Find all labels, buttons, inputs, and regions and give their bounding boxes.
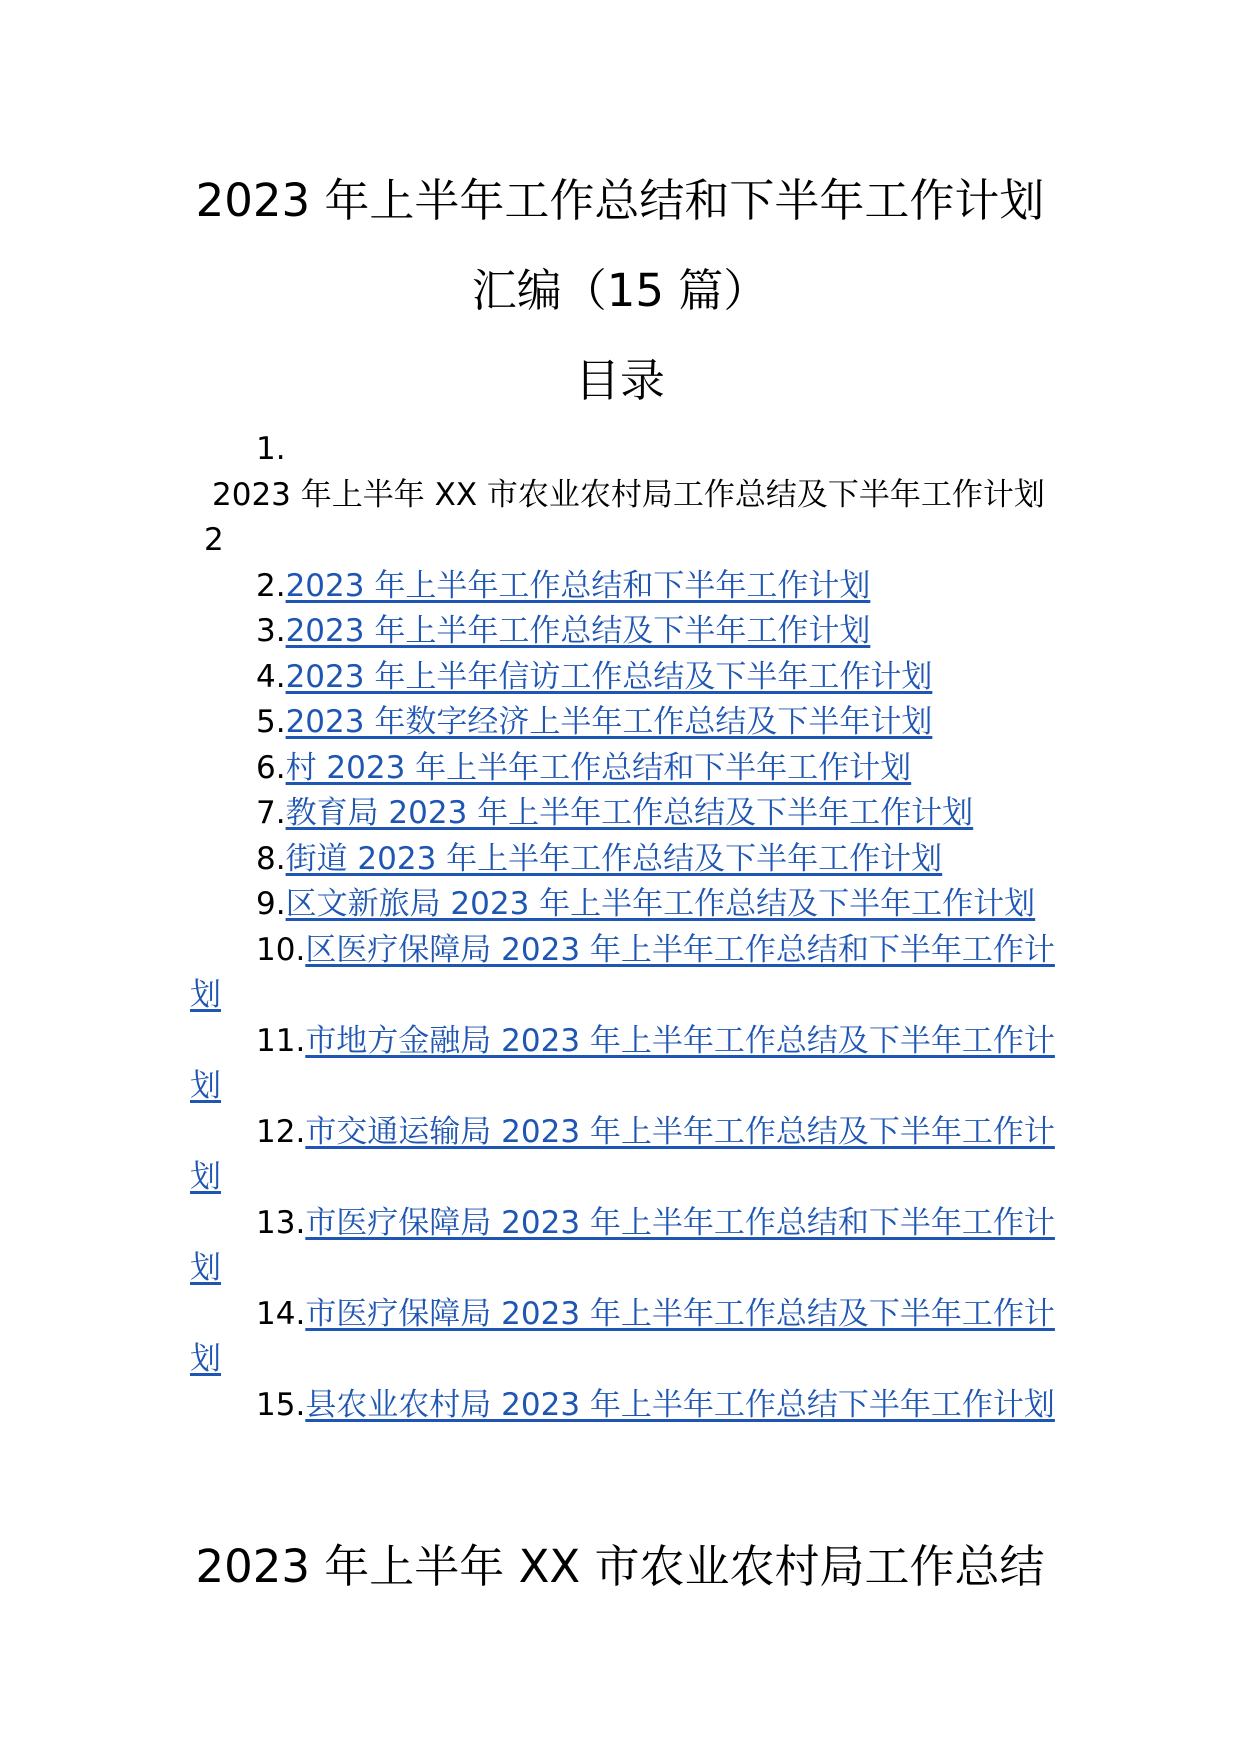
toc-entry-link[interactable]: 村 2023 年上半年工作总结和下半年工作计划 (285, 749, 912, 786)
toc-entry-link[interactable]: 街道 2023 年上半年工作总结及下半年工作计划 (285, 840, 943, 877)
toc-entry-index: 12. (256, 1113, 306, 1150)
toc-entry-index: 13. (256, 1204, 306, 1241)
toc-entry-link[interactable]: 市医疗保障局 2023 年上半年工作总结和下半年工作计划 (190, 1204, 1055, 1286)
toc-page-number: 2 (204, 522, 224, 558)
toc-entry-index: 7. (256, 795, 286, 831)
toc-entry-link[interactable]: 县农业农村局 2023 年上半年工作总结下半年工作计划 (305, 1386, 1055, 1423)
toc-entry-index: 9. (256, 886, 286, 922)
toc-entry-text[interactable] (190, 473, 1056, 564)
toc-entry-9[interactable] (190, 882, 1056, 928)
toc-entry-link[interactable]: 2023 年上半年信访工作总结及下半年工作计划 (285, 658, 933, 695)
toc-entry-link[interactable]: 区文新旅局 2023 年上半年工作总结及下半年工作计划 (285, 886, 1036, 922)
toc-entry-link[interactable]: 教育局 2023 年上半年工作总结及下半年工作计划 (285, 795, 974, 831)
toc-entry-index: 2. (256, 567, 286, 604)
table-of-contents (190, 427, 1056, 1428)
toc-entry-4[interactable] (190, 655, 1056, 701)
toc-entry-15[interactable] (190, 1383, 1056, 1429)
toc-entry-index: 10. (256, 931, 306, 968)
toc-entry-3[interactable] (190, 609, 1056, 655)
toc-entry-8[interactable] (190, 837, 1056, 883)
toc-entry-1[interactable] (190, 427, 1056, 564)
document-title-line-2: 汇编（15 篇） (471, 264, 769, 317)
toc-entry-index: 5. (256, 704, 286, 740)
toc-entry-index: 3. (256, 613, 286, 649)
toc-entry-12[interactable] (190, 1110, 1056, 1201)
toc-entry-6[interactable] (190, 746, 1056, 792)
toc-entry-index: 4. (256, 658, 286, 695)
toc-entry-13[interactable] (190, 1201, 1056, 1292)
section-heading: 2023 年上半年 XX 市农业农村局工作总结 (195, 1540, 1045, 1593)
toc-entry-14[interactable] (190, 1292, 1056, 1383)
toc-entry-2[interactable] (190, 564, 1056, 610)
toc-entry-11[interactable] (190, 1019, 1056, 1110)
toc-entry-link[interactable]: 市医疗保障局 2023 年上半年工作总结及下半年工作计划 (190, 1295, 1055, 1377)
document-title-line-1: 2023 年上半年工作总结和下半年工作计划 (195, 174, 1045, 227)
toc-entry-link[interactable]: 市地方金融局 2023 年上半年工作总结及下半年工作计划 (190, 1022, 1055, 1104)
toc-entry-link[interactable]: 2023 年数字经济上半年工作总结及下半年计划 (285, 704, 933, 740)
toc-entry-index: 1. (256, 431, 286, 467)
toc-entry-link[interactable]: 区医疗保障局 2023 年上半年工作总结和下半年工作计划 (190, 931, 1055, 1013)
toc-entry-index: 8. (256, 840, 286, 877)
toc-entry-link[interactable]: 2023 年上半年工作总结及下半年工作计划 (285, 613, 871, 649)
toc-entry-5[interactable] (190, 700, 1056, 746)
toc-entry-index: 14. (256, 1295, 306, 1332)
toc-entry-index: 15. (256, 1386, 306, 1423)
toc-entry-10[interactable] (190, 928, 1056, 1019)
toc-entry-title[interactable]: 2023 年上半年 XX 市农业农村局工作总结及下半年工作计划 (212, 476, 1045, 513)
toc-heading: 目录 (574, 354, 665, 407)
toc-entry-index: 11. (256, 1022, 306, 1059)
toc-entry-link[interactable]: 2023 年上半年工作总结和下半年工作计划 (285, 567, 871, 604)
toc-entry-link[interactable]: 市交通运输局 2023 年上半年工作总结及下半年工作计划 (190, 1113, 1055, 1195)
toc-entry-7[interactable] (190, 791, 1056, 837)
toc-entry-index: 6. (256, 749, 286, 786)
